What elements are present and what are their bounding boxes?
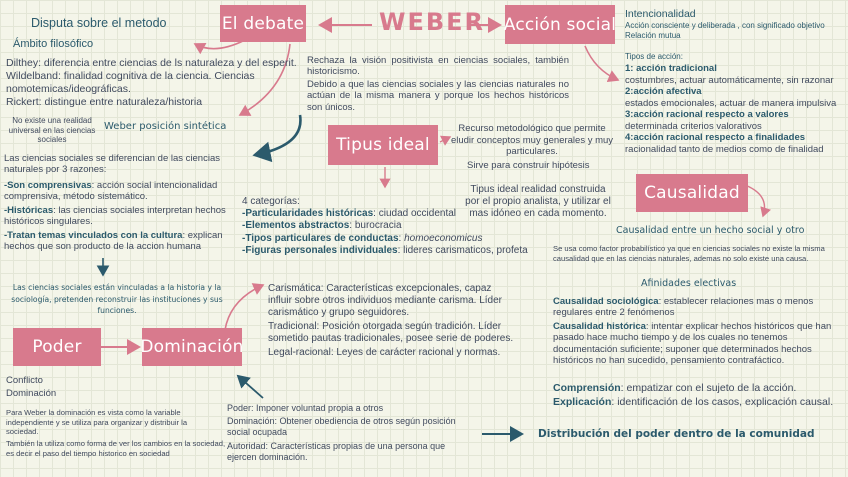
- categoria-1: [242, 208, 542, 220]
- causalidad-historica: [553, 321, 843, 366]
- tipos-heading: Tipos de acción:: [625, 52, 683, 61]
- explicacion-desc: : identificación de los casos, explicación causal.: [611, 396, 834, 408]
- comprension-label: Comprensión: [553, 382, 621, 394]
- arrow-posicion-curve: [255, 115, 300, 155]
- debido-text: Debido a que las ciencias sociales y las ciencias naturales no actúan de la misma manera y porque los hechos históricos son únicos.: [307, 79, 569, 113]
- causalidad-factor: Se usa como factor probabilístico ya que en ciencias sociales no existe la misma causalidad que en las ciencias naturales, ademas no solo existe una causa.: [553, 244, 825, 263]
- accion-line-2: Relación mutua: [625, 31, 681, 40]
- ciencias-reason-3: [4, 230, 229, 253]
- ciencias-reason-2: [4, 205, 229, 228]
- tipo-1-label: 1: acción tradicional: [625, 63, 717, 74]
- sociologica-label: Causalidad sociológica: [553, 296, 659, 307]
- dilthey-text: Dilthey: diferencia entre ciencias de ls naturaleza y del esperit.: [6, 57, 297, 69]
- tambien-text: También la utiliza como forma de ver los cambios en la sociedad, es decir el paso del tiempo historico en sociedad: [6, 439, 226, 458]
- categoria-2-text: : burocracia: [349, 220, 402, 232]
- no-existe-text: No existe una realidad universal en las ciencias sociales: [8, 116, 96, 145]
- categoria-3-label: -Tipos particulares de conductas: [242, 232, 399, 244]
- reason-3-text: : explican hechos que son producto de la accion humana: [4, 230, 223, 253]
- poder-def: Poder: Imponer voluntad propia a otros: [227, 403, 384, 413]
- carismatica-text: Carismática: Características excepcionales, capaz influir sobre otros individuos mediante carisma. Líder carismático y grupo seguidores.: [268, 283, 502, 318]
- explicacion-label: Explicación: [553, 396, 612, 408]
- arrow-poder-up: [238, 376, 263, 398]
- tipo-3-text: determinada criterios valorativos: [625, 120, 762, 132]
- disputa-heading: Disputa sobre el metodo: [31, 16, 167, 30]
- wildelband-text: Wildelband: finalidad cognitiva de la ciencia. Ciencias nomotemicas/ideográficas.: [6, 70, 255, 95]
- tipo-1-text: costumbres, actuar automáticamente, sin razonar: [625, 74, 834, 86]
- rickert-text: Rickert: distingue entre naturaleza/historia: [6, 96, 203, 108]
- historica-text: : intentar explicar hechos históricos que han pasado hace mucho tiempo y de los cuales no tenemos documentación suficiente; suponer que determinados hechos históricos no han sucedido, pensamiento contrafáctico.: [553, 321, 832, 366]
- box-causalidad[interactable]: Causalidad: [636, 174, 748, 212]
- categoria-2: [242, 220, 542, 232]
- comprension-text: [553, 383, 843, 394]
- ciencias-conclusion: Las ciencias sociales están vinculadas a la historia y la sociología, pretenden reconstruir las instituciones y sus funciones.: [11, 283, 223, 315]
- reason-2-text: : las ciencias sociales interpretan hechos históricos singulares.: [4, 205, 226, 228]
- tipo-2-label: 2:acción afectiva: [625, 86, 702, 97]
- reason-3-label: -Tratan temas vinculados con la cultura: [4, 230, 183, 241]
- tipo-2-text: estados emocionales, actuar de manera impulsiva: [625, 97, 837, 109]
- box-dominacion[interactable]: Dominación: [142, 328, 242, 366]
- conflicto-label: Conflicto: [6, 375, 43, 386]
- categoria-4-text: : lideres carismaticos, profeta: [397, 244, 528, 256]
- rechaza-text: Rechaza la visión positivista en ciencias sociales, también historicismo.: [307, 55, 569, 78]
- categoria-4: [242, 245, 542, 257]
- box-el-debate[interactable]: El debate: [220, 5, 306, 42]
- tipo-3-label: 3:acción racional respecto a valores: [625, 109, 789, 120]
- autoridad-def: Autoridad: Características propias de una persona que ejercen dominación.: [227, 441, 446, 462]
- tipo-4-label: 4:acción racional respecto a finalidades: [625, 132, 806, 143]
- intencionalidad-heading: Intencionalidad: [625, 8, 696, 20]
- causalidad-sociologica: [553, 296, 843, 319]
- legal-text: Legal-racional: Leyes de carácter racional y normas.: [268, 347, 501, 358]
- categoria-2-label: -Elementos abstractos: [242, 220, 350, 232]
- sociologica-text: : establecer relaciones mas o menos regulares entre 2 fenómenos: [553, 296, 814, 319]
- categorias-heading: 4 categorías:: [242, 196, 300, 207]
- box-tipus-ideal[interactable]: Tipus ideal: [328, 125, 438, 165]
- categorias-block: [242, 196, 542, 257]
- accion-line-1: Acción consciente y deliberada , con significado objetivo: [625, 21, 825, 30]
- historica-label: Causalidad histórica: [553, 321, 646, 332]
- categoria-1-label: -Particularidades históricas: [242, 208, 374, 220]
- reason-2-label: -Históricas: [4, 205, 54, 216]
- explicacion-text: [553, 397, 843, 408]
- comprension-desc: : empatizar con el sujeto de la acción.: [620, 382, 797, 394]
- box-poder[interactable]: Poder: [13, 328, 101, 366]
- categoria-4-label: -Figuras personales individuales: [242, 244, 398, 256]
- page-title: WEBER: [379, 8, 486, 36]
- dominacion-sub-label: Dominación: [6, 388, 57, 399]
- dominacion-def: Dominación: Obtener obediencia de otros según posición social ocupada: [227, 416, 456, 437]
- tipos-list: [625, 63, 847, 155]
- reason-1-label: -Son comprensivas: [4, 180, 92, 191]
- posicion-heading: Weber posición sintética: [104, 121, 227, 132]
- arrow-accion-down: [585, 46, 618, 80]
- box-accion-social[interactable]: Acción social: [505, 5, 615, 44]
- para-weber-text: Para Weber la dominación es vista como la variable independiente y se utiliza para organizar y distribuir la sociedad.: [6, 408, 188, 437]
- distribucion-heading: Distribución del poder dentro de la comunidad: [538, 428, 815, 440]
- categoria-3-italic: homoeconomicus: [404, 232, 483, 244]
- ambito-heading: Ámbito filosófico: [13, 38, 94, 50]
- reason-1-text: : acción social intencionalidad comprensiva, método sistemático.: [4, 180, 218, 203]
- categoria-3-text: :: [398, 232, 405, 244]
- arrow-dominacion-up: [225, 285, 263, 330]
- realidad-text: Tipus ideal realidad construida por el propio analista, y utilizar el mas idóneo en cada momento.: [465, 184, 611, 219]
- recurso-text: Recurso metodológico que permite eludir conceptos muy generales y muy particulares.: [450, 123, 614, 157]
- sirve-text: Sirve para construir hipótesis: [467, 160, 590, 171]
- afinidades-heading: Afinidades electivas: [641, 278, 737, 289]
- ciencias-reason-1: [4, 180, 229, 203]
- categoria-3: [242, 233, 542, 245]
- causalidad-hecho: Causalidad entre un hecho social y otro: [616, 225, 805, 236]
- tradicional-text: Tradicional: Posición otorgada según tradición. Líder sometido pautas tradicionales, posee serie de poderes.: [268, 321, 514, 344]
- ciencias-intro: Las ciencias sociales se diferencian de las ciencias naturales por 3 razones:: [4, 153, 220, 176]
- categoria-1-text: : ciudad occidental: [373, 208, 457, 220]
- tipo-4-text: racionalidad tanto de medios como de finalidad: [625, 143, 824, 155]
